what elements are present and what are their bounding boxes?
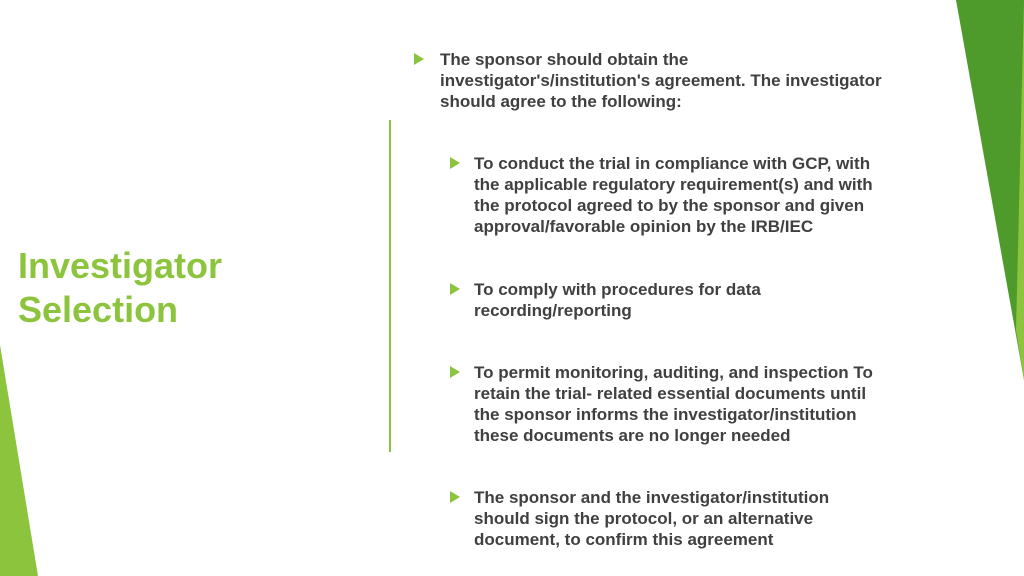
sub-bullet-text: To conduct the trial in compliance with GCP, with the applicable regulatory requirement(s) and with the protocol agreed to by the sponsor and given approval/favorable opinion by the IRB/IEC	[474, 154, 873, 236]
triangle-right-icon	[450, 157, 460, 169]
main-bullet-point	[414, 49, 882, 112]
slide-title	[18, 244, 222, 332]
sub-bullet-point	[450, 362, 873, 446]
left-green-wedge	[0, 345, 38, 576]
sub-bullet-point	[450, 487, 829, 550]
slide-title-line2: Selection	[18, 289, 179, 330]
vertical-divider	[389, 120, 391, 452]
triangle-right-icon	[450, 491, 460, 503]
main-bullet-text: The sponsor should obtain the investigator's/institution's agreement. The investigator should agree to the following:	[440, 50, 882, 111]
triangle-right-icon	[450, 283, 460, 295]
triangle-right-icon	[450, 366, 460, 378]
sub-bullet-text: To comply with procedures for data recording/reporting	[474, 280, 761, 320]
sub-bullet-text: To permit monitoring, auditing, and inspection To retain the trial- related essential documents until the sponsor informs the investigator/institution these documents are no longer needed	[474, 363, 873, 445]
triangle-right-icon	[414, 53, 424, 65]
sub-bullet-point	[450, 279, 761, 321]
slide-title-line1: Investigator	[18, 245, 223, 286]
right-dark-green-stripe	[956, 0, 1024, 380]
sub-bullet-point	[450, 153, 873, 237]
sub-bullet-text: The sponsor and the investigator/institution should sign the protocol, or an alternative document, to confirm this agreement	[474, 488, 830, 549]
